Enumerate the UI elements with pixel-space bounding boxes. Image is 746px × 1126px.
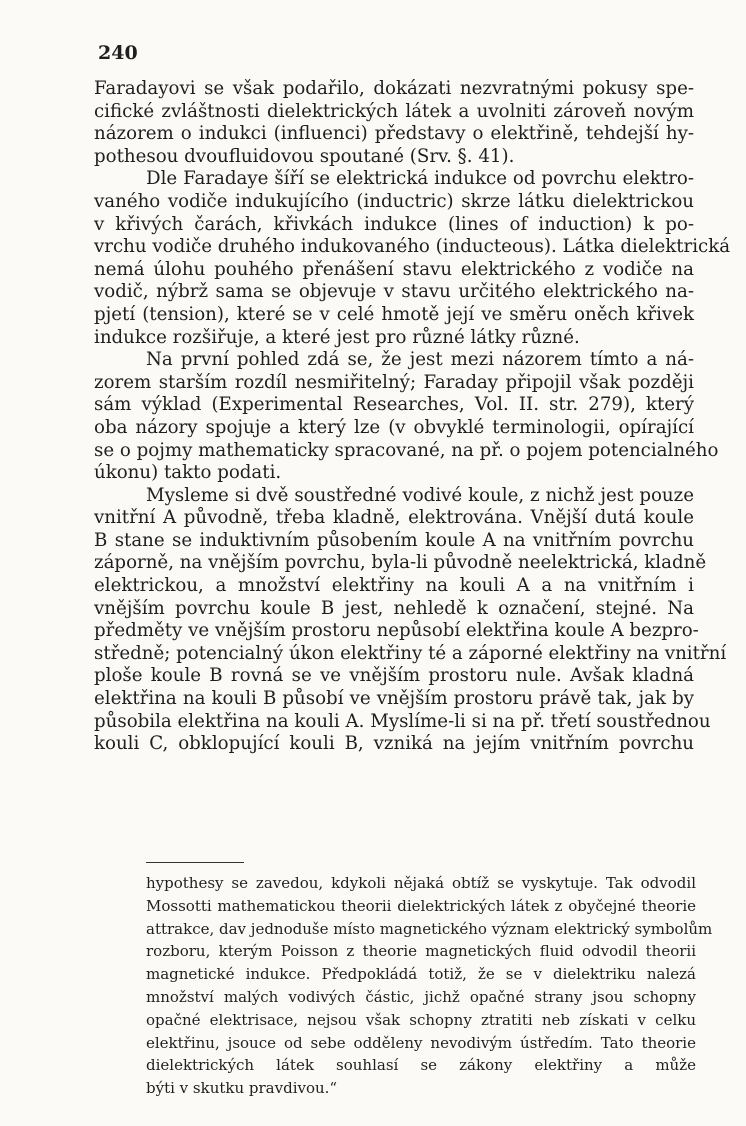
text-line: nemá úlohu pouhého přenášení stavu elektrického z vodiče na [94, 258, 694, 280]
text-line: Dle Faradaye šíří se elektrická indukce od povrchu elektro- [146, 168, 694, 190]
footnote-divider [146, 862, 244, 863]
text-line: indukce rozšiřuje, a které jest pro různé látky různé. [94, 326, 580, 348]
text-line: Mysleme si dvě soustředné vodivé koule, z nichž jest pouze [146, 484, 694, 506]
text-line: B stane se induktivním působením koule A na vnitřním povrchu [94, 529, 694, 551]
text-line: Faradayovi se však podařilo, dokázati nezvratnými pokusy spe- [94, 78, 694, 99]
text-line: zorem starším rozdíl nesmiřitelný; Faraday připojil však později [94, 371, 694, 393]
footnote-text [146, 872, 713, 1100]
text-line: vaného vodiče indukujícího (inductric) skrze látku dielektrickou [94, 190, 694, 212]
text-line: sám výklad (Experimental Researches, Vol. II. str. 279), který [94, 394, 694, 416]
text-line: pothesou dvoufluidovou spoutané (Srv. §. 41). [94, 145, 515, 167]
text-line: attrakce, dav jednoduše místo magnetického význam elektrický symbolům [146, 919, 713, 938]
text-line: hypothesy se zavedou, kdykoli nějaká obtíž se vyskytuje. Tak odvodil [146, 874, 696, 892]
text-line: Mossotti mathematickou theorii dielektrických látek z obyčejné theorie [146, 896, 696, 915]
text-line: rozboru, kterým Poisson z theorie magnetických fluid odvodil theorii [146, 942, 696, 961]
text-line: vodič, nýbrž sama se objevuje v stavu určitého elektrického na- [94, 281, 694, 303]
text-line: dielektrických látek souhlasí se zákony elektřiny a může [146, 1056, 696, 1075]
text-line: středně; potencialný úkon elektřiny té a záporné elektřiny na vnitřní [94, 642, 727, 664]
text-line: cifické zvláštnosti dielektrických látek a uvolniti zároveň novým [94, 100, 694, 122]
text-line: vnitřní A původně, třeba kladně, elektrována. Vnější dutá koule [94, 507, 694, 529]
text-line: v křivých čarách, křivkách indukce (lines of induction) k po- [94, 213, 694, 235]
text-line: úkonu) takto podati. [94, 462, 282, 484]
text-line: vnějším povrchu koule B jest, nehledě k označení, stejné. Na [94, 597, 694, 619]
text-line: elektřinu, jsouce od sebe odděleny nevodivým ústředím. Tato theorie [146, 1033, 696, 1052]
body-text [94, 78, 731, 756]
text-line: ploše koule B rovná se ve vnějším prostoru nule. Avšak kladná [94, 665, 694, 687]
text-line: elektřina na kouli B působí ve vnějším prostoru právě tak, jak by [94, 688, 694, 710]
text-line: opačné elektrisace, nejsou však schopny ztratiti neb získati v celku [146, 1010, 696, 1029]
text-line: oba názory spojuje a který lze (v obvyklé terminologii, opírající [94, 416, 694, 438]
text-line: Na první pohled zdá se, že jest mezi názorem tímto a ná- [146, 349, 694, 371]
text-line: se o pojmy mathematicky spracované, na př. o pojem potencialného [94, 439, 719, 461]
text-line: předměty ve vnějším prostoru nepůsobí elektřina koule A bezpro- [94, 620, 699, 642]
text-line: vrchu vodiče druhého indukovaného (inducteous). Látka dielektrická [94, 236, 731, 258]
text-line: býti v skutku pravdivou.“ [146, 1079, 338, 1098]
text-line: názorem o indukci (influenci) představy o elektřině, tehdejší hy- [94, 123, 694, 145]
text-line: množství malých vodivých částic, jichž opačné strany jsou schopny [146, 987, 696, 1006]
text-line: pjetí (tension), které se v celé hmotě její ve směru oněch křivek [94, 303, 694, 325]
text-line: záporně, na vnějším povrchu, byla-li původně neelektrická, kladně [94, 552, 707, 574]
page-number: 240 [98, 42, 138, 64]
text-line: elektrickou, a množství elektřiny na kouli A a na vnitřním i [94, 575, 694, 597]
text-line: magnetické indukce. Předpokládá totiž, že se v dielektriku nalezá [146, 965, 696, 984]
text-line: kouli C, obklopující kouli B, vzniká na jejím vnitřním povrchu [94, 733, 694, 755]
text-line: působila elektřina na kouli A. Myslíme-li si na př. třetí soustřednou [94, 710, 711, 732]
